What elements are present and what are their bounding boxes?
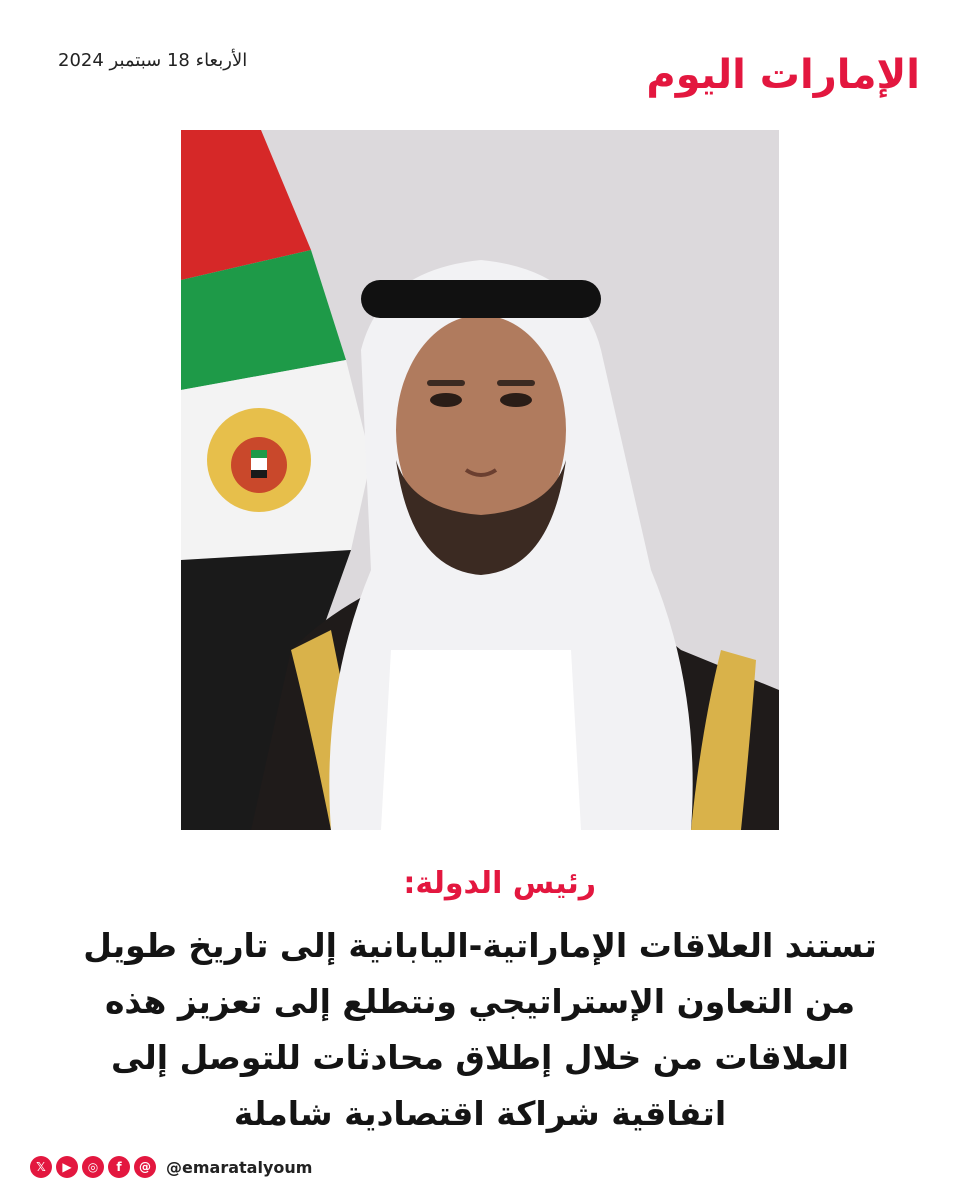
- quote-line: من التعاون الإستراتيجي ونتطلع إلى تعزيز هذه: [104, 982, 856, 1021]
- brand-logo: الإمارات اليوم: [646, 52, 920, 98]
- publish-date: الأربعاء 18 سبتمبر 2024: [58, 50, 248, 71]
- quote-line: العلاقات من خلال إطلاق محادثات للتوصل إلى: [111, 1038, 849, 1077]
- quote-line: تستند العلاقات الإماراتية-اليابانية إلى تاريخ طويل: [83, 926, 877, 965]
- social-bar: [30, 1156, 312, 1178]
- social-handle[interactable]: @emaratalyoum: [166, 1157, 313, 1177]
- portrait-photo: [181, 130, 779, 830]
- headline-kicker: رئيس الدولة:: [403, 866, 596, 901]
- quote-line: اتفاقية شراكة اقتصادية شاملة: [233, 1094, 727, 1133]
- facebook-icon[interactable]: f: [108, 1156, 130, 1178]
- headline-quote: [80, 918, 880, 1142]
- x-icon[interactable]: 𝕏: [30, 1156, 52, 1178]
- instagram-icon[interactable]: ◎: [82, 1156, 104, 1178]
- youtube-icon[interactable]: ▶: [56, 1156, 78, 1178]
- threads-icon[interactable]: @: [134, 1156, 156, 1178]
